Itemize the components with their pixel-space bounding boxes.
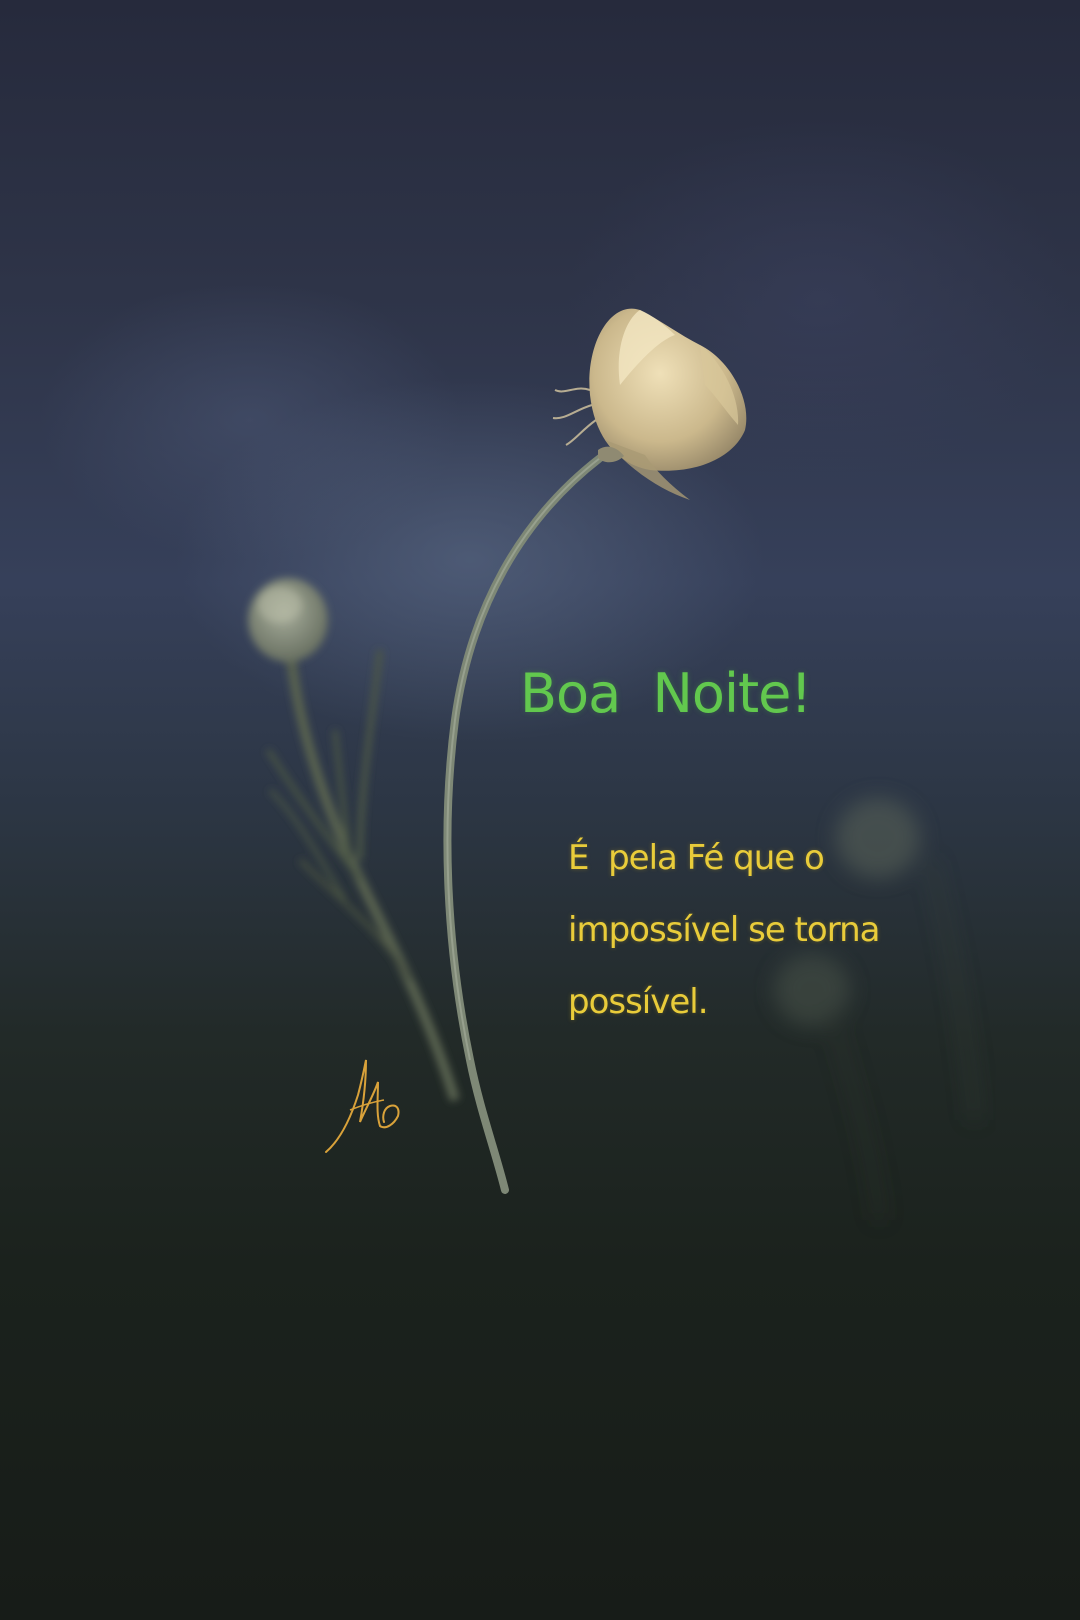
quote-line-1: É pela Fé que o — [568, 838, 824, 878]
faith-quote — [568, 822, 898, 1038]
artist-signature — [320, 1040, 410, 1160]
flower-bud — [248, 578, 328, 662]
quote-line-3: possível. — [568, 982, 708, 1022]
bud-stem-cluster — [268, 650, 455, 1100]
greeting-title: Boa Noite! — [520, 662, 811, 725]
quote-line-2: impossível se torna — [568, 910, 880, 950]
